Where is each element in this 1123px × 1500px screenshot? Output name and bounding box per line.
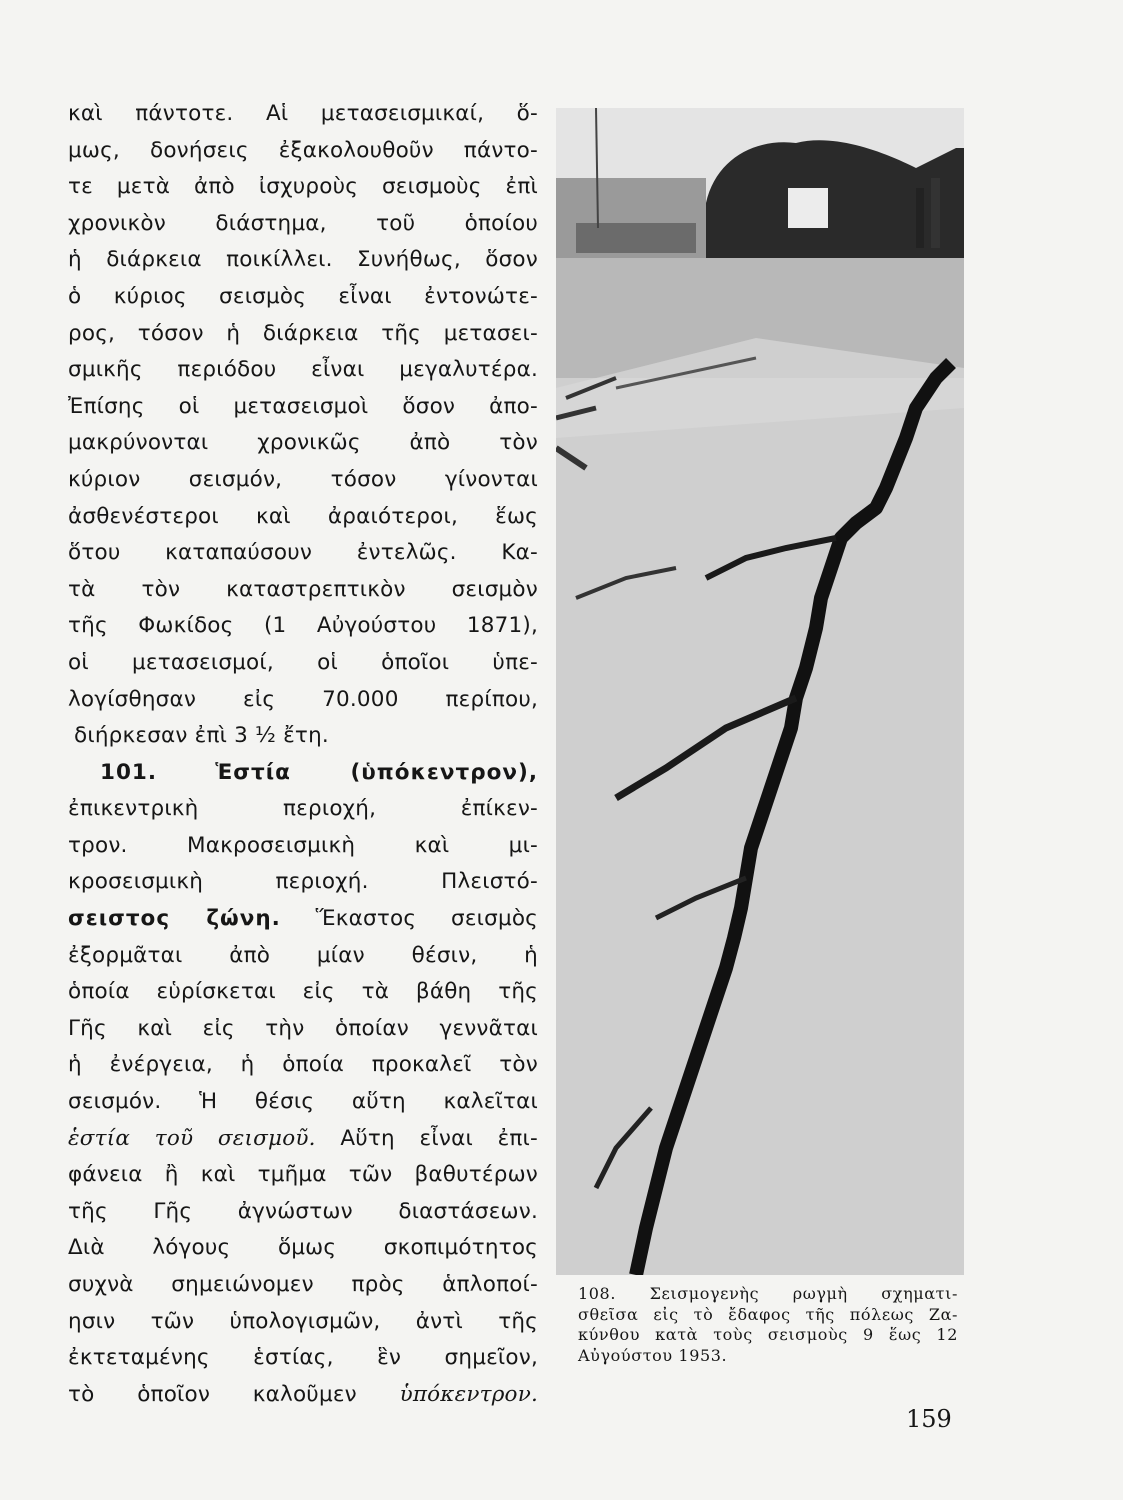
text-line: συχνὰ σημειώνομεν πρὸς ἁπλοποί-: [68, 1272, 538, 1297]
earthquake-crack-photo: [556, 108, 964, 1275]
text-line: [68, 1121, 538, 1158]
text-line: ησιν τῶν ὑπολογισμῶν, ἀντὶ τῆς: [68, 1308, 538, 1334]
body-text-column: [68, 96, 538, 1413]
text-line: ὅτου καταπαύσουν ἐντελῶς. Κα-: [68, 540, 538, 566]
caption-line: κύνθου κατὰ τοὺς σεισμοὺς 9 ἕως 12: [578, 1325, 958, 1344]
section-title-end: σειστος ζώνη.: [68, 906, 281, 932]
section-heading-line: [68, 901, 538, 938]
text-line: διήρκεσαν ἐπὶ 3 ½ ἔτη.: [74, 723, 329, 749]
text-line: Γῆς καὶ εἰς τὴν ὁποίαν γεννᾶται: [68, 1015, 538, 1041]
text-line: Ἕκαστος σεισμὸς: [315, 906, 538, 932]
photo-illustration: [556, 108, 964, 1275]
text-line: μως, δονήσεις ἐξακολουθοῦν πάντο-: [68, 137, 538, 163]
text-line: ὁποία εὑρίσκεται εἰς τὰ βάθη τῆς: [68, 979, 538, 1005]
text-fragment: Αὕτη εἶναι ἐπι-: [340, 1125, 538, 1151]
section-title: Ἑστία (ὑπόκεντρον),: [215, 759, 538, 785]
text-line: καὶ πάντοτε. Αἱ μετασεισμικαί, ὅ-: [68, 101, 538, 126]
section-number: 101.: [100, 759, 158, 785]
text-line: χρονικὸν διάστημα, τοῦ ὁποίου: [68, 210, 538, 236]
text-line: [68, 1377, 538, 1414]
text-line: ἀσθενέστεροι καὶ ἀραιότεροι, ἕως: [68, 503, 538, 529]
text-line: ὁ κύριος σεισμὸς εἶναι ἐντονώτε-: [68, 283, 538, 309]
section-heading-line: κροσεισμικὴ περιοχή. Πλειστό-: [68, 869, 538, 895]
text-line: ρος, τόσον ἡ διάρκεια τῆς μετασει-: [68, 320, 538, 346]
text-line: ἡ διάρκεια ποικίλλει. Συνήθως, ὅσον: [68, 247, 538, 273]
italic-term: ἑστία τοῦ σεισμοῦ.: [68, 1125, 316, 1151]
text-line: τε μετὰ ἀπὸ ἰσχυροὺς σεισμοὺς ἐπὶ: [68, 174, 538, 200]
text-line: τῆς Γῆς ἀγνώστων διαστάσεων.: [68, 1198, 538, 1224]
text-line: τὰ τὸν καταστρεπτικὸν σεισμὸν: [68, 576, 538, 602]
text-line: Ἐπίσης οἱ μετασεισμοὶ ὅσον ἀπο-: [68, 393, 538, 419]
page-number: 159: [906, 1405, 952, 1433]
caption-line: σθεῖσα εἰς τὸ ἔδαφος τῆς πόλεως Ζα-: [578, 1304, 958, 1324]
text-line: σμικῆς περιόδου εἶναι μεγαλυτέρα.: [68, 357, 538, 383]
text-line: κύριον σεισμόν, τόσον γίνονται: [68, 466, 538, 492]
text-line: ἐκτεταμένης ἑστίας, ἓν σημεῖον,: [68, 1345, 538, 1371]
italic-term: ὑπόκεντρον.: [399, 1381, 538, 1407]
section-heading-line: τρον. Μακροσεισμικὴ καὶ μι-: [68, 832, 538, 858]
text-line: Διὰ λόγους ὅμως σκοπιμότητος: [68, 1235, 538, 1261]
text-line: σεισμόν. Ἡ θέσις αὕτη καλεῖται: [68, 1089, 538, 1115]
text-line: λογίσθησαν εἰς 70.000 περίπου,: [68, 686, 538, 712]
text-line: τῆς Φωκίδος (1 Αὐγούστου 1871),: [68, 613, 538, 639]
caption-line: Αὐγούστου 1953.: [578, 1345, 728, 1365]
text-line: ἡ ἐνέργεια, ἡ ὁποία προκαλεῖ τὸν: [68, 1052, 538, 1078]
text-line: ἐξορμᾶται ἀπὸ μίαν θέσιν, ἡ: [68, 942, 538, 968]
figure-caption: [578, 1284, 958, 1366]
text-line: οἱ μετασεισμοί, οἱ ὁποῖοι ὑπε-: [68, 649, 538, 675]
text-line: μακρύνονται χρονικῶς ἀπὸ τὸν: [68, 430, 538, 456]
text-line: φάνεια ἢ καὶ τμῆμα τῶν βαθυτέρων: [68, 1162, 538, 1188]
section-heading-line: [68, 755, 538, 792]
caption-line: 108. Σεισμογενὴς ρωγμὴ σχηματι-: [578, 1284, 958, 1303]
section-heading-line: ἐπικεντρικὴ περιοχή, ἐπίκεν-: [68, 796, 538, 822]
text-fragment: τὸ ὁποῖον καλοῦμεν: [68, 1381, 357, 1407]
